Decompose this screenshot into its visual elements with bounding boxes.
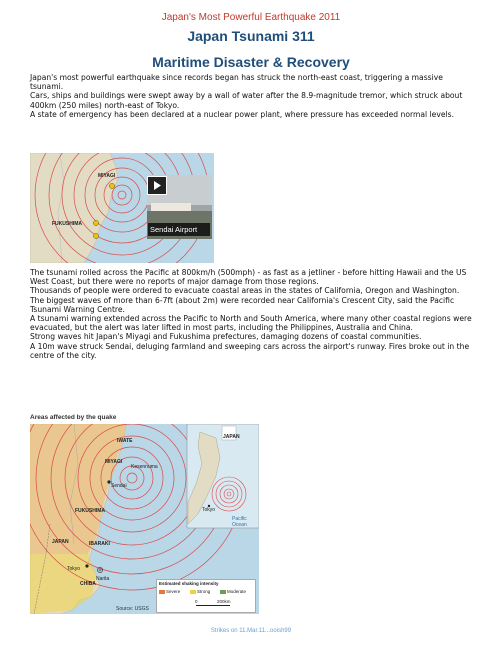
map1-label-miyagi: MIYAGI <box>98 173 116 179</box>
intro-paragraph-1: Japan's most powerful earthquake since records began has struck the north-east coast, triggering a massive tsunami. <box>30 73 443 92</box>
inset-label-pacific: Pacific Ocean <box>232 516 247 528</box>
body-paragraph-5: Strong waves hit Japan's Miyagi and Fukushima prefectures, damaging dozens of coastal communities. <box>30 332 422 342</box>
map1-label-fukushima: FUKUSHIMA <box>52 221 82 227</box>
inset-label-japan: JAPAN <box>223 434 240 440</box>
body-paragraph-2: Thousands of people were ordered to evacuate coastal areas in the states of California, Oregon and Washington. <box>30 286 460 296</box>
sendai-map-graphic <box>30 153 214 263</box>
intro-text <box>30 73 475 119</box>
legend-moderate-label: Moderate <box>227 589 247 594</box>
sendai-map <box>30 153 214 263</box>
inset-label-tokyo: Tokyo <box>202 507 216 513</box>
intro-paragraph-2: Cars, ships and buildings were swept away by a wall of water after the 8.9-magnitude tremor, which struck about 400km (250 miles) north-east of Tokyo. <box>30 91 463 110</box>
map2-label-kesennuma: Kesennuma <box>131 464 158 470</box>
footer-note: Strikes on 11.Mar.11...ooish99 <box>210 628 292 634</box>
body-paragraph-4: A tsunami warning extended across the Pacific to North and South America, where many other coastal regions were evacuated, but the alert was later lifted in most parts, including the Philippines, Australia and China. <box>30 314 472 333</box>
body-text <box>30 268 475 360</box>
map2-label-fukushima: FUKUSHIMA <box>75 508 105 514</box>
affected-areas-map <box>30 424 259 614</box>
map-source: Source: USGS <box>116 606 149 612</box>
top-title: Japan's Most Powerful Earthquake 2011 <box>161 12 341 23</box>
map2-label-sendai: Sendai <box>111 483 127 489</box>
body-paragraph-6: A 10m wave struck Sendai, deluging farmland and sweeping cars across the airport's runway. Fires broke out in the centre of the city. <box>30 341 470 360</box>
map-legend <box>156 579 256 613</box>
legend-severe-label: Severe <box>166 589 181 594</box>
page-title: Japan Tsunami 311 <box>187 28 315 44</box>
map2-title: Areas affected by the quake <box>30 414 117 421</box>
map2-label-chiba: CHIBA <box>80 581 96 587</box>
intro-paragraph-3: A state of emergency has been declared at a nuclear power plant, where pressure has exceeded normal levels. <box>30 109 454 119</box>
scale-zero: 0 <box>195 599 198 604</box>
page-subtitle: Maritime Disaster & Recovery <box>152 54 350 70</box>
play-icon <box>148 177 166 194</box>
photo-caption: Sendai Airport <box>148 223 210 236</box>
legend-severe <box>159 589 180 594</box>
map2-label-ibaraki: IBARAKI <box>89 541 110 547</box>
body-paragraph-3: The biggest waves of more than 6-7ft (about 2m) were recorded near California's Crescent City, said the Pacific Tsunami Warning Centre. <box>30 295 455 314</box>
legend-strong <box>190 589 210 594</box>
legend-moderate <box>220 589 246 594</box>
map2-label-tokyo: Tokyo <box>67 566 81 572</box>
map2-label-miyagi: MIYAGI <box>105 459 123 465</box>
map2-label-japan: JAPAN <box>52 539 69 545</box>
map2-label-narita: Narita <box>96 576 110 582</box>
legend-strong-label: Strong <box>197 589 211 594</box>
scale-line <box>196 605 230 606</box>
body-paragraph-1: The tsunami rolled across the Pacific at 800km/h (500mph) - as fast as a jetliner - before hitting Hawaii and the US West Coast, but there were no reports of major damage from those regions. <box>30 268 467 287</box>
legend-title: Estimated shaking intensity <box>159 581 219 586</box>
map2-label-iwate: IWATE <box>117 438 133 444</box>
scale-km: 200km <box>217 599 231 604</box>
play-button[interactable] <box>147 176 167 195</box>
